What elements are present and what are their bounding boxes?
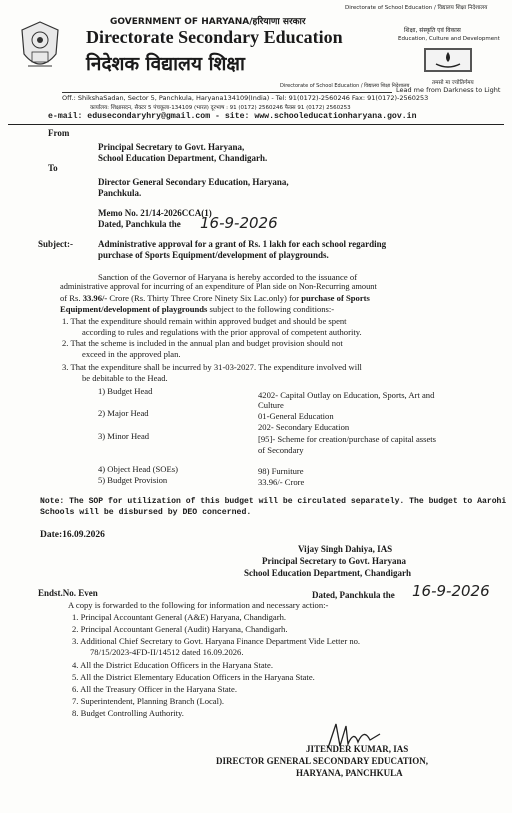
condition-1-line-1: 1. That the expenditure should remain within approved budget and should be spent bbox=[62, 316, 347, 326]
head-value-1b: Culture bbox=[258, 400, 284, 410]
condition-3-line-2: be debitable to the Head. bbox=[82, 373, 168, 383]
final-signatory-name: JITENDER KUMAR, IAS bbox=[306, 744, 409, 754]
directorate-hindi: निदेशक विद्यालय शिक्षा bbox=[86, 53, 245, 75]
handwritten-date: 16-9-2026 bbox=[200, 214, 278, 232]
logo-motto-hindi: तमसो मा ज्योतिर्गमय bbox=[432, 80, 474, 86]
final-signatory-designation: DIRECTOR GENERAL SECONDARY EDUCATION, bbox=[216, 756, 429, 766]
date-line: Date:16.09.2026 bbox=[40, 530, 105, 540]
subject-label: Subject:- bbox=[38, 239, 73, 249]
logo-text-hindi: शिक्षा, संस्कृति एवं विकास bbox=[404, 27, 461, 34]
note-line-1: Note: The SOP for utilization of this budget will be circulated separately. The budget to Aarohi bbox=[40, 497, 507, 506]
header-rule bbox=[62, 92, 392, 93]
signatory-name: Vijay Singh Dahiya, IAS bbox=[298, 544, 393, 554]
copy-recipient-5: 5. All the District Elementary Education Officers in the Haryana State. bbox=[72, 672, 315, 682]
copy-forward-intro: A copy is forwarded to the following for information and necessary action:- bbox=[68, 600, 329, 610]
mid-small-heading: Directorate of School Education / विद्यालय शिक्षा निदेशालय bbox=[280, 83, 410, 89]
copy-recipient-3-cont: 78/15/2023-4FD-II/14512 dated 16.09.2026. bbox=[90, 647, 244, 657]
head-value-3b: of Secondary bbox=[258, 445, 304, 455]
copy-recipient-1: 1. Principal Accountant General (A&E) Haryana, Chandigarh. bbox=[72, 612, 287, 622]
head-label-3: 3) Minor Head bbox=[98, 431, 150, 441]
copy-recipient-6: 6. All the Treasury Officer in the Haryana State. bbox=[72, 684, 237, 694]
logo-text-english: Education, Culture and Development bbox=[398, 36, 500, 42]
head-label-5: 5) Budget Provision bbox=[98, 475, 168, 485]
condition-3-line-1: 3. That the expenditure shall be incurred by 31-03-2027. The expenditure involved will bbox=[62, 362, 362, 372]
to-line-2: Panchkula. bbox=[98, 188, 142, 198]
head-label-2: 2) Major Head bbox=[98, 408, 149, 418]
head-value-3: [95]- Scheme for creation/purchase of capital assets bbox=[258, 434, 437, 444]
letterhead-divider bbox=[8, 124, 504, 125]
body-line-2: administrative approval for incurring of an expenditure of Plan side on Non-Recurring amount bbox=[60, 282, 377, 291]
from-label: From bbox=[48, 128, 70, 138]
subject-line-2: purchase of Sports Equipment/development of playgrounds. bbox=[98, 250, 329, 260]
to-label: To bbox=[48, 163, 58, 173]
head-value-2b: 202- Secondary Education bbox=[258, 422, 350, 432]
email-site-line: e-mail: edusecondaryhry@gmail.com - site: www.schooleducationharyana.gov.in bbox=[48, 112, 417, 121]
dated-label: Dated, Panchkula the bbox=[98, 219, 181, 229]
to-line-1: Director General Secondary Education, Haryana, bbox=[98, 177, 289, 187]
head-value-5: 33.96/- Crore bbox=[258, 477, 305, 487]
lamp-icon bbox=[420, 46, 476, 74]
directorate-english: Directorate Secondary Education bbox=[86, 27, 343, 47]
copy-recipient-8: 8. Budget Controlling Authority. bbox=[72, 708, 184, 718]
copy-recipient-2: 2. Principal Accountant General (Audit) Haryana, Chandigarh. bbox=[72, 624, 288, 634]
endorsement-number: Endst.No. Even bbox=[38, 588, 98, 598]
office-address-hindi: कार्यालय: शिक्षासदन, सैक्टर 5 पंचकूला-134109 (भारत) दूरभाष : 91 (0172) 2560246 फैक्स 91 (0172) 2560253 bbox=[90, 105, 351, 111]
from-line-1: Principal Secretary to Govt. Haryana, bbox=[98, 142, 245, 152]
government-line: GOVERNMENT OF HARYANA/हरियाणा सरकार bbox=[110, 17, 306, 27]
from-line-2: School Education Department, Chandigarh. bbox=[98, 153, 268, 163]
education-logo bbox=[396, 26, 501, 96]
copy-recipient-4: 4. All the District Education Officers in the Haryana State. bbox=[72, 660, 274, 670]
final-signatory-place: HARYANA, PANCHKULA bbox=[296, 768, 403, 778]
head-label-1: 1) Budget Head bbox=[98, 386, 153, 396]
haryana-emblem-icon bbox=[18, 20, 62, 76]
logo-motto-english: Lead me from Darkness to Light bbox=[396, 86, 501, 94]
body-line-1: Sanction of the Governor of Haryana is hereby accorded to the issuance of bbox=[98, 272, 358, 282]
memo-number: Memo No. 21/14-2026CCA(1) bbox=[98, 208, 212, 218]
head-label-4: 4) Object Head (SOEs) bbox=[98, 464, 178, 474]
signatory-department: School Education Department, Chandigarh bbox=[244, 568, 412, 578]
subject-line-1: Administrative approval for a grant of Rs. 1 lakh for each school regarding bbox=[98, 239, 387, 249]
endorsement-dated-label: Dated, Panchkula the bbox=[312, 590, 395, 600]
condition-2-line-2: exceed in the approved plan. bbox=[82, 349, 181, 359]
endorsement-handwritten-date: 16-9-2026 bbox=[412, 582, 490, 600]
head-value-4: 98) Furniture bbox=[258, 466, 304, 476]
copy-recipient-3: 3. Additional Chief Secretary to Govt. Haryana Finance Department Vide Letter no. bbox=[72, 636, 361, 646]
copy-recipient-7: 7. Superintendent, Planning Branch (Local). bbox=[72, 696, 225, 706]
office-address-english: Off.: ShikshaSadan, Sector 5, Panchkula, Haryana134109(India) - Tel: 91(0172)-2560246 Fax: 91(0172)-2560253 bbox=[62, 94, 429, 102]
head-value-2: 01-General Education bbox=[258, 411, 334, 421]
note-line-2: Schools will be disbursed by DEO concerned. bbox=[40, 508, 252, 517]
top-right-heading: Directorate of School Education / विद्यालय शिक्षा निदेशालय bbox=[345, 5, 488, 11]
body-line-3: of Rs. 33.96/- Crore (Rs. Thirty Three Crore Ninety Six Lac.only) for purchase of Sports bbox=[60, 293, 370, 303]
condition-2-line-1: 2. That the scheme is included in the annual plan and budget provision should not bbox=[62, 338, 343, 348]
body-line-4: Equipment/development of playgrounds subject to the following conditions:- bbox=[60, 304, 335, 314]
signatory-designation: Principal Secretary to Govt. Haryana bbox=[262, 556, 407, 566]
condition-1-line-2: according to rules and regulations with the prior approval of competent authority. bbox=[82, 327, 362, 337]
head-value-1: 4202- Capital Outlay on Education, Sports, Art and bbox=[258, 390, 435, 400]
